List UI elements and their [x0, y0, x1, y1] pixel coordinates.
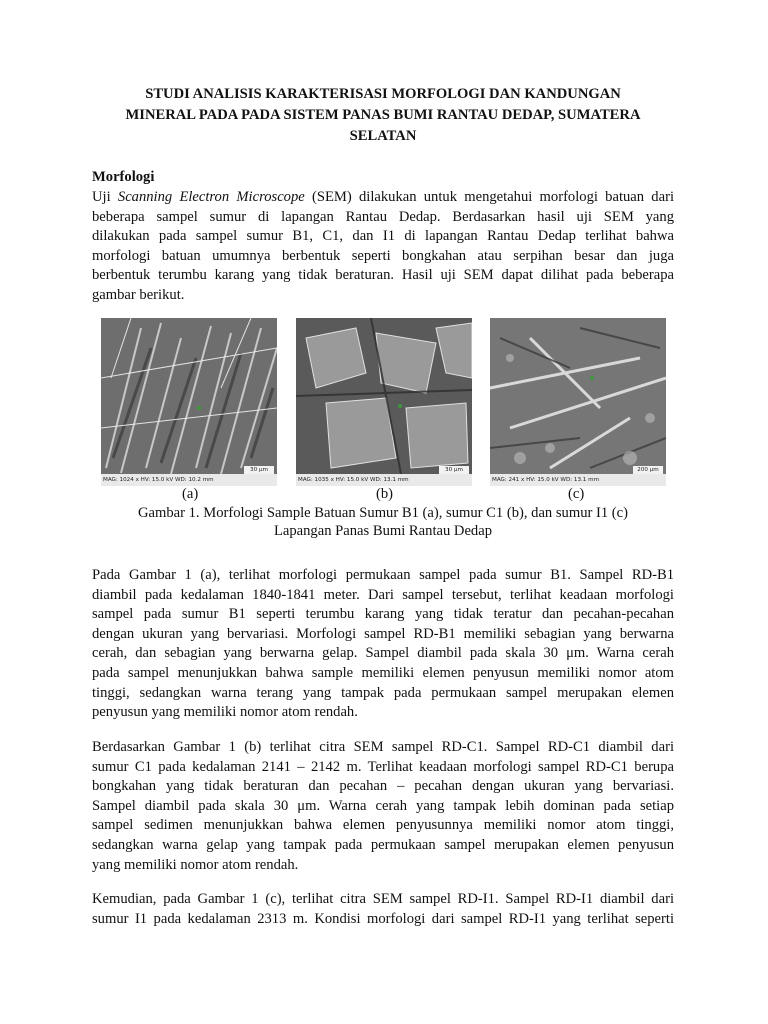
text-line: Pada Gambar 1 (a), terlihat morfologi permukaan sampel pada sumur B1. Sampel RD-B1	[92, 567, 674, 583]
text-line: diambil pada kedalaman 1840-1841 meter. Dari sampel tersebut, terlihat keadaan morfologi	[92, 586, 674, 603]
sem-image-c	[490, 318, 666, 486]
scale-bar: 30 μm	[439, 466, 469, 474]
caption-line: Gambar 1. Morfologi Sample Batuan Sumur B1 (a), sumur C1 (b), dan sumur I1 (c)	[137, 505, 629, 521]
paragraph-figure-b	[92, 738, 674, 875]
text-line: Kemudian, pada Gambar 1 (c), terlihat citra SEM sampel RD-I1. Sampel RD-I1 diambil dari	[92, 891, 674, 907]
text-line: pada sampel menunjukkan bahwa sample memiliki elemen penyusun memiliki nomor atom	[92, 664, 674, 681]
sem-texture-b	[296, 318, 472, 474]
text-line: morfologi batuan umumnya berbentuk seperti bongkahan atau serpihan besar dan juga	[92, 247, 674, 264]
text-line: cerah, dan sebagian yang berwarna gelap. Sampel diambil pada skala 30 μm. Warna cerah	[92, 645, 674, 662]
title-line: MINERAL PADA PADA SISTEM PANAS BUMI RANTAU DEDAP, SUMATERA	[125, 107, 641, 123]
text-line: Berdasarkan Gambar 1 (b) terlihat citra SEM sampel RD-C1. Sampel RD-C1 diambil dari	[92, 739, 674, 755]
figure-caption	[92, 504, 674, 540]
figure-label-c: (c)	[568, 486, 585, 502]
title-line: SELATAN	[349, 128, 417, 144]
figure-label-a: (a)	[182, 486, 199, 502]
text-line: tinggi, sedangkan warna terang yang tampak pada permukaan sampel merupakan elemen	[92, 684, 674, 701]
text-run: Uji	[92, 189, 118, 205]
sem-info-bar: MAG: 1035 x HV: 15.0 kV WD: 13.1 mm	[296, 474, 472, 486]
text-line: gambar berikut.	[92, 286, 185, 303]
document-page	[92, 84, 674, 306]
text-line: sumur C1 pada kedalaman 2141 – 2142 m. Terlihat keadaan morfologi sampel RD-C1 berupa	[92, 758, 674, 775]
section-heading: Morfologi	[92, 169, 155, 185]
text-line: bongkahan yang tidak beraturan dan pecahan – pecahan dengan ukuran yang bervariasi.	[92, 778, 674, 795]
text-line: sedangkan warna gelap yang tampak pada permukaan sampel merupakan elemen penyusun	[92, 836, 674, 853]
text-run: (SEM) dilakukan untuk mengetahui morfologi batuan dari	[304, 189, 674, 205]
sem-image-a	[101, 318, 277, 486]
text-line: dilakukan pada sampel sumur B1, C1, dan I1 di lapangan Rantau Dedap terlihat bahwa	[92, 228, 674, 245]
text-line: sampel pada sumur B1 seperti terumbu karang yang tidak teratur dan pecahan-pecahan	[92, 606, 674, 623]
intro-paragraph	[92, 188, 674, 306]
sem-image-b	[296, 318, 472, 486]
figure-label-b: (b)	[376, 486, 394, 502]
paragraph-figure-a	[92, 566, 674, 723]
scale-bar: 30 μm	[244, 466, 274, 474]
text-line	[92, 188, 674, 208]
text-line: sumur I1 pada kedalaman 2313 m. Kondisi morfologi dari sampel RD-I1 yang terlihat seperti	[92, 910, 674, 927]
text-line: beberapa sampel sumur di lapangan Rantau Dedap. Berdasarkan hasil uji SEM yang	[92, 208, 674, 225]
text-line: penyusun yang memiliki nomor atom rendah.	[92, 704, 358, 721]
figure-row	[101, 318, 667, 488]
caption-line: Lapangan Panas Bumi Rantau Dedap	[273, 523, 493, 539]
text-line: dengan ukuran yang bervariasi. Morfologi sampel RD-B1 memiliki sebagian yang berwarna	[92, 625, 674, 642]
text-line: yang memiliki nomor atom rendah.	[92, 856, 299, 873]
sem-info-bar: MAG: 1024 x HV: 15.0 kV WD: 10.2 mm	[101, 474, 277, 486]
document-title	[92, 84, 674, 147]
scale-bar: 200 μm	[633, 466, 663, 474]
sem-texture-a	[101, 318, 277, 474]
sem-texture-c	[490, 318, 666, 474]
text-line: sampel sedimen menunjukkan bahwa elemen penyusunnya memiliki nomor atom tinggi,	[92, 817, 674, 834]
paragraph-figure-c	[92, 890, 674, 929]
text-line: Sampel diambil pada skala 30 μm. Warna cerah yang tampak lebih dominan pada setiap	[92, 797, 674, 814]
italic-term: Scanning Electron Microscope	[117, 189, 305, 205]
text-line: berbentuk terumbu karang yang tidak beraturan. Hasil uji SEM dapat dilihat pada beberapa	[92, 267, 674, 284]
sem-info-bar: MAG: 241 x HV: 15.0 kV WD: 13.1 mm	[490, 474, 666, 486]
title-line: STUDI ANALISIS KARAKTERISASI MORFOLOGI DAN KANDUNGAN	[145, 86, 621, 102]
